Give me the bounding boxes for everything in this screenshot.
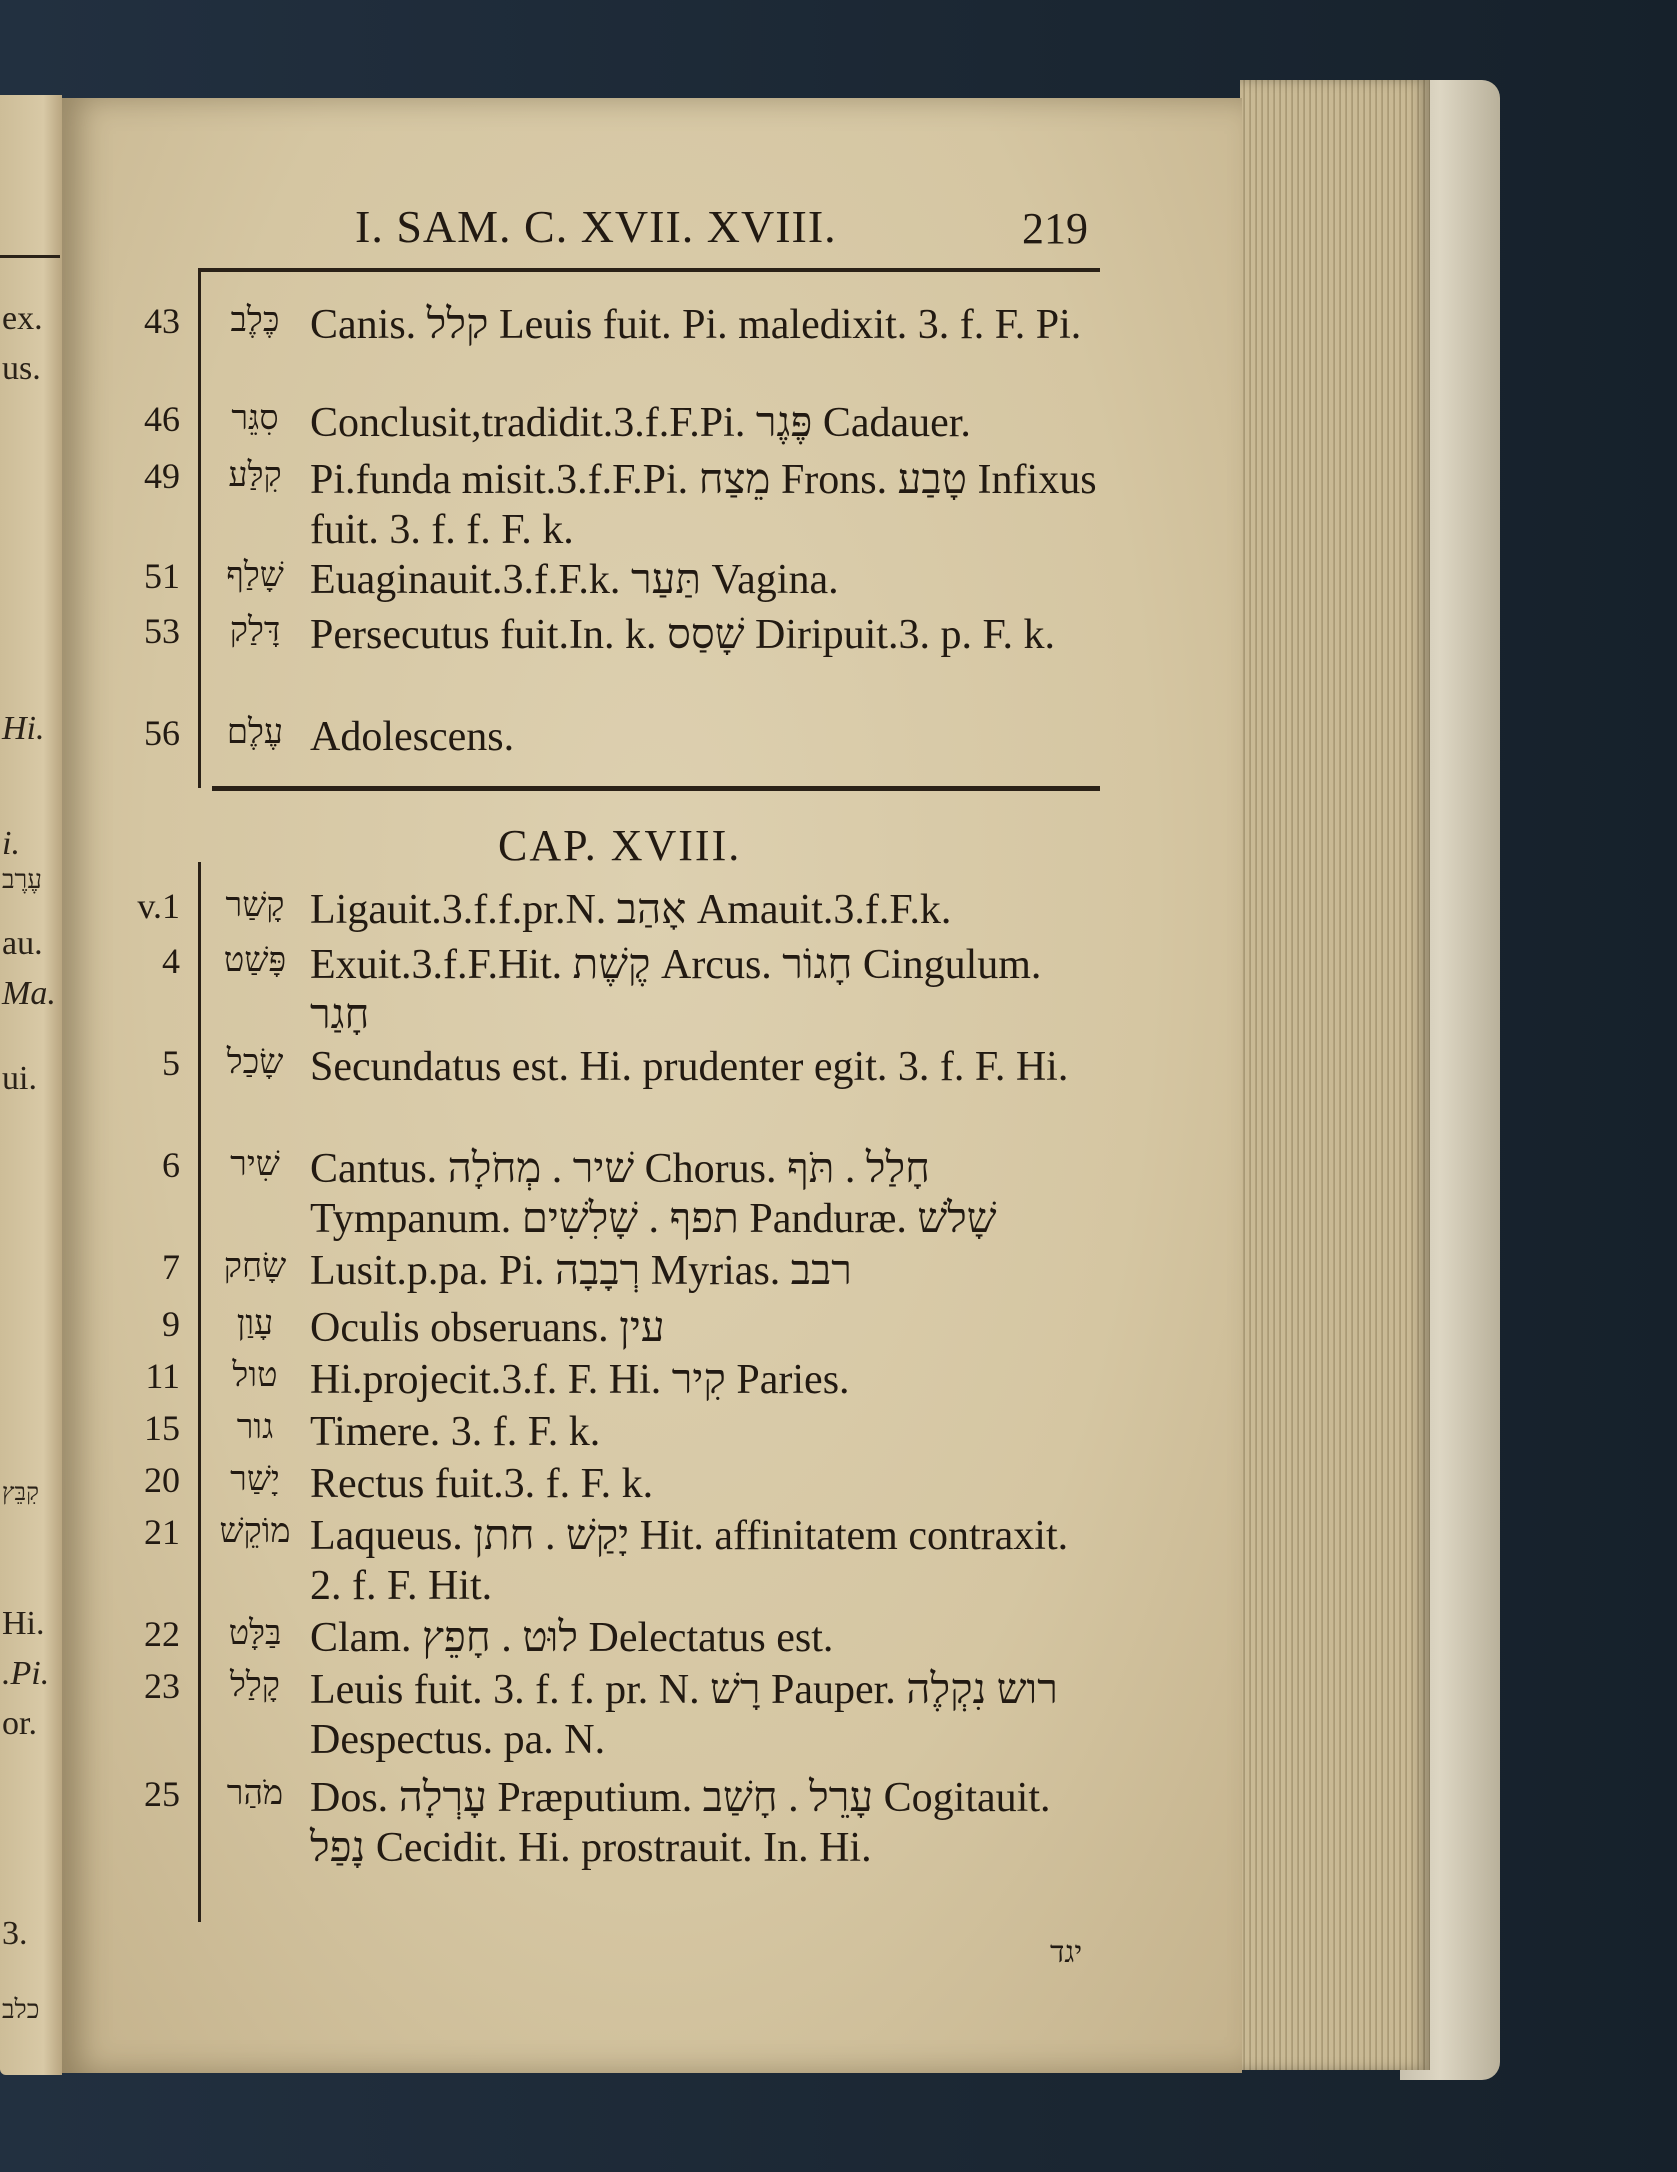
hebrew-headword: קָשַׁר <box>225 885 285 925</box>
verse-number: 22 <box>144 1614 180 1654</box>
hebrew-headword: דָּלַק <box>229 610 281 650</box>
prev-fragment: au. <box>2 925 43 962</box>
hebrew-headword: עָוַן <box>236 1303 274 1343</box>
entry-text: Timere. 3. f. F. k. <box>310 1409 601 1455</box>
hebrew-headword: פָּשַׁט <box>223 940 287 980</box>
prev-fragment: עֶרֶב <box>2 865 43 894</box>
entry-text: Lusit.p.pa. Pi. רְבָבָה Myrias. רבב <box>310 1248 852 1294</box>
entry-text: Rectus fuit.3. f. F. k. <box>310 1461 654 1507</box>
entry-text: Persecutus fuit.In. k. שָׁסַס Diripuit.3. p. F. k. <box>310 612 1055 658</box>
hebrew-headword: שָׁלַף <box>226 555 284 595</box>
verse-number: 53 <box>144 611 180 651</box>
verse-number: 49 <box>144 456 180 496</box>
prev-fragment: Ma. <box>2 975 56 1012</box>
prev-fragment: i. <box>2 825 20 862</box>
hebrew-headword: יָשַׁר <box>230 1459 280 1499</box>
page-number: 219 <box>1022 204 1088 253</box>
verse-number: 5 <box>162 1043 180 1083</box>
hebrew-headword: שָׂחַק <box>223 1246 287 1286</box>
previous-page-rule <box>0 255 60 258</box>
running-head: I. SAM. C. XVII. XVIII. <box>355 201 837 252</box>
verse-number: 4 <box>162 941 180 981</box>
verse-number: 7 <box>162 1247 180 1287</box>
verse-number: 15 <box>144 1408 180 1448</box>
entry-text: Canis. קלל Leuis fuit. Pi. maledixit. 3. f. F. Pi. <box>310 302 1082 348</box>
hebrew-headword: בַּלָּט <box>228 1613 282 1653</box>
page-edges <box>1240 80 1430 2070</box>
hebrew-headword: קִלַּע <box>228 455 282 495</box>
chapter-heading: CAP. XVIII. <box>498 821 742 870</box>
entry-text: Leuis fuit. 3. f. f. pr. N. רָשׁ Pauper. רוש נִקְלֶה Despectus. pa. N. <box>310 1667 1058 1763</box>
entry-text: Euaginauit.3.f.F.k. תַּעַר Vagina. <box>310 557 839 603</box>
column-rule <box>198 268 201 788</box>
prev-fragment: .Pi. <box>2 1655 50 1692</box>
hebrew-headword: גור <box>236 1407 274 1447</box>
hebrew-headword: מוֹקֵשׁ <box>219 1511 291 1551</box>
verse-number: 23 <box>144 1666 180 1706</box>
hebrew-headword: שָׂכַל <box>226 1042 284 1082</box>
entry-text: Conclusit,tradidit.3.f.F.Pi. פֶּגֶר Cadauer. <box>310 400 971 446</box>
prev-fragment: ex. <box>2 300 43 337</box>
prev-fragment: כלב <box>2 1995 40 2024</box>
verse-number: 46 <box>144 399 180 439</box>
hebrew-headword: עֶלֶם <box>226 712 284 752</box>
verse-number: v.1 <box>137 886 180 926</box>
hebrew-headword: שִׁיר <box>230 1144 280 1184</box>
verse-number: 43 <box>144 301 180 341</box>
verse-number: 20 <box>144 1460 180 1500</box>
entry-text: Adolescens. <box>310 714 515 760</box>
previous-page-edge <box>0 95 62 2075</box>
entry-text: Hi.projecit.3.f. F. Hi. קִיר Paries. <box>310 1357 850 1403</box>
hebrew-headword: סִגֵּר <box>231 398 279 438</box>
verse-number: 9 <box>162 1304 180 1344</box>
prev-fragment: us. <box>2 350 41 387</box>
hebrew-headword: מֹהַר <box>226 1773 284 1813</box>
catchword: יגד <box>1050 1935 1083 1970</box>
verse-number: 6 <box>162 1145 180 1185</box>
entry-text: Pi.funda misit.3.f.F.Pi. מֵצַח Frons. טָבַע Infixus fuit. 3. f. f. F. k. <box>310 457 1097 553</box>
header-rule <box>200 268 1100 272</box>
entry-text: Ligauit.3.f.f.pr.N. אָהַב Amauit.3.f.F.k. <box>310 887 952 933</box>
entry-text: Secundatus est. Hi. prudenter egit. 3. f. F. Hi. <box>310 1044 1069 1090</box>
hebrew-headword: טול <box>232 1355 278 1395</box>
column-rule <box>198 862 201 1922</box>
prev-fragment: קִבֵּץ <box>2 1480 39 1506</box>
verse-number: 56 <box>144 713 180 753</box>
prev-fragment: or. <box>2 1705 37 1742</box>
section-rule <box>212 786 1100 791</box>
verse-number: 51 <box>144 556 180 596</box>
verse-number: 25 <box>144 1774 180 1814</box>
entry-text: Clam. לוּט . חָפֵץ Delectatus est. <box>310 1615 834 1661</box>
hebrew-headword: קָלַל <box>229 1665 280 1705</box>
prev-fragment: Hi. <box>2 710 45 747</box>
entry-text: Cantus. שׁיר . מְחֹלָה Chorus. חָלַל . תֹּף Tympanum. תפף . שָׁלִשִׁים Panduræ. שָׁלֹשׁ <box>310 1146 997 1242</box>
verse-number: 21 <box>144 1512 180 1552</box>
prev-fragment: ui. <box>2 1060 37 1097</box>
entry-text: Oculis obseruans. עין <box>310 1305 665 1351</box>
verse-number: 11 <box>145 1356 180 1396</box>
prev-fragment: 3. <box>2 1915 28 1952</box>
entry-text: Exuit.3.f.F.Hit. קֶשֶׁת Arcus. חָגוֹר Cingulum. חָגַר <box>310 942 1042 1038</box>
hebrew-headword: כֶּלֶב <box>230 300 280 340</box>
prev-fragment: Hi. <box>2 1605 45 1642</box>
entry-text: Laqueus. יָקַשׁ . חתן Hit. affinitatem contraxit. 2. f. F. Hit. <box>310 1513 1069 1609</box>
entry-text: Dos. עָרְלָה Præputium. עָרֵל . חָשַׁב Cogitauit. נָפַל Cecidit. Hi. prostrauit. In. Hi. <box>310 1775 1051 1871</box>
